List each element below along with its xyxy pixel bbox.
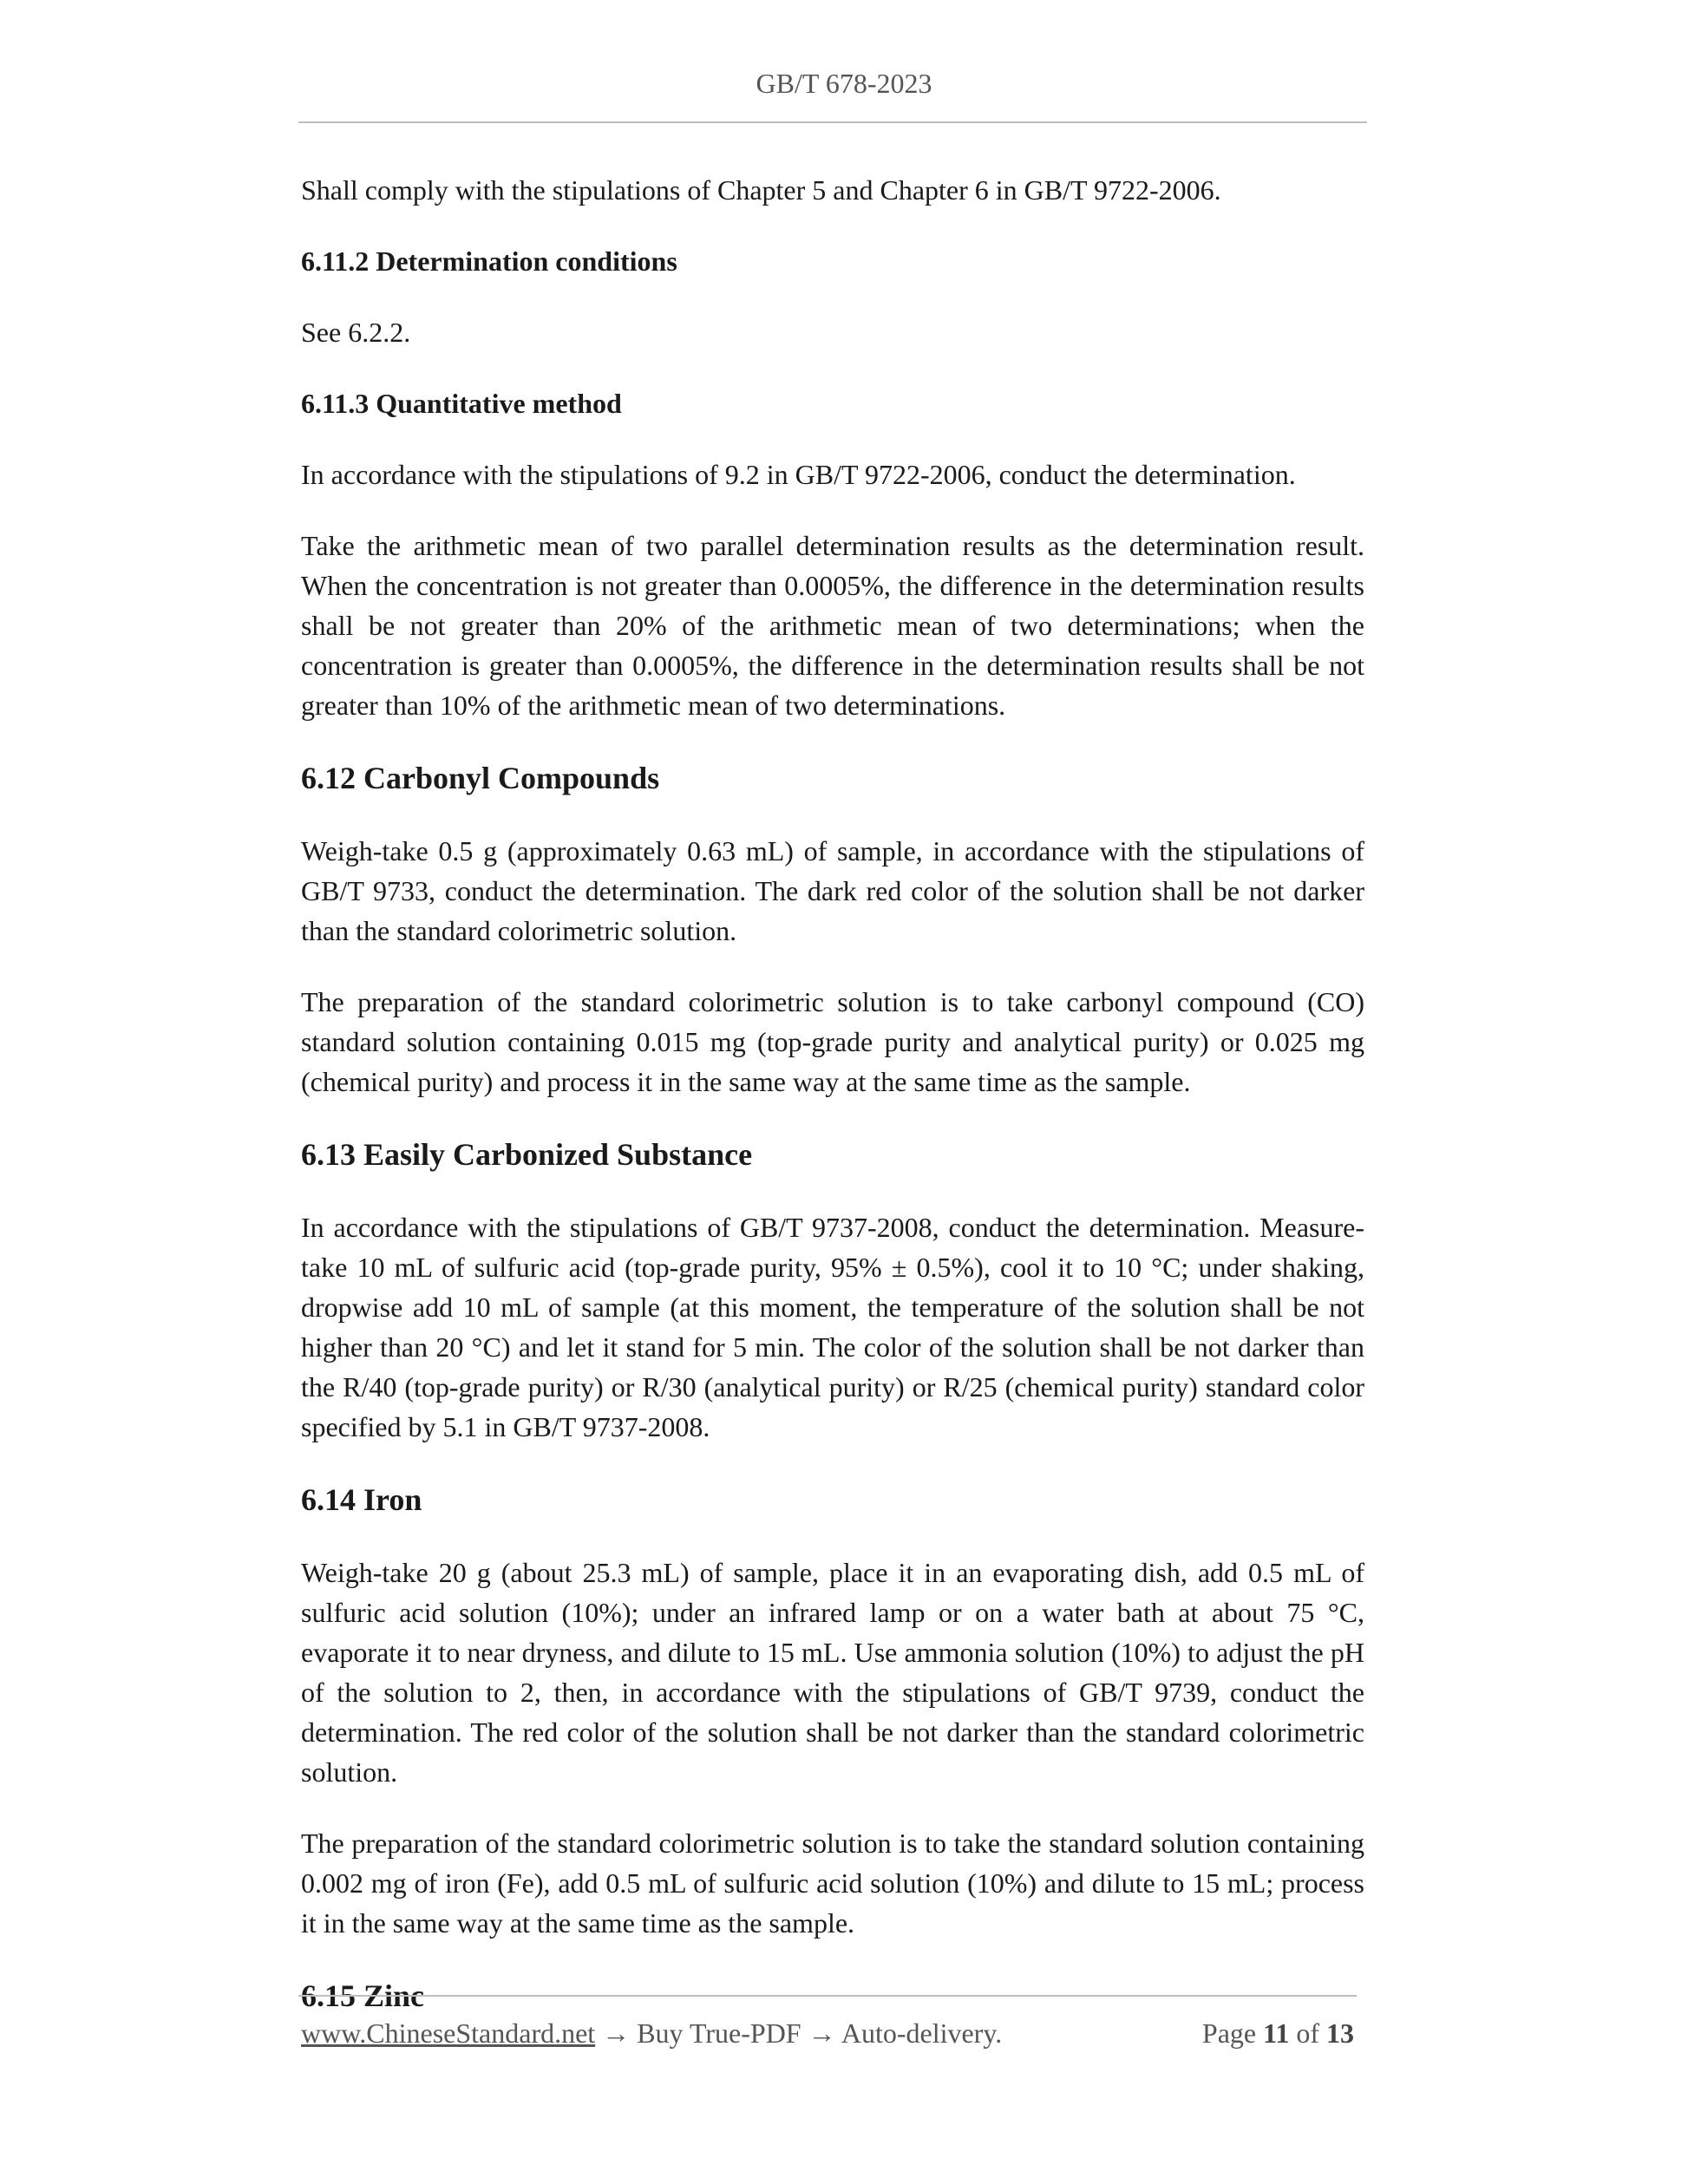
paragraph-6-12-b: The preparation of the standard colorimetric solution is to take carbonyl compound (CO) standard solution containing 0.015 mg (top-grade purity and analytical purity) or 0.025 mg (chemical purity) and process it in the same way at the same time as the sample. (301, 986, 1364, 1097)
page-current: 11 (1263, 2017, 1290, 2049)
heading-6-15: 6.15 Zinc (301, 1978, 425, 2013)
page-of-label: of (1296, 2017, 1319, 2049)
heading-6-13: 6.13 Easily Carbonized Substance (301, 1137, 753, 1172)
paragraph-6-13: In accordance with the stipulations of GB/T 9737-2008, conduct the determination. Measure-take 10 mL of sulfuric acid (top-grade purity, 95% ± 0.5%), cool it to 10 °C; under shaking, dropwise add 10 mL of sample (at this moment, the temperature of the solution shall be not higher than 20 °C) and let it stand for 5 min. The color of the solution shall be not darker than the R/40 (top-grade purity) or R/30 (analytical purity) or R/25 (chemical purity) standard color specified by 5.1 in GB/T 9737-2008. (301, 1212, 1364, 1442)
heading-6-11-2: 6.11.2 Determination conditions (301, 245, 677, 277)
paragraph-6-11-2: See 6.2.2. (301, 317, 411, 348)
footer-left (301, 2017, 1002, 2050)
heading-6-11-3: 6.11.3 Quantitative method (301, 388, 622, 419)
paragraph-6-12-a: Weigh-take 0.5 g (approximately 0.63 mL) of sample, in accordance with the stipulations of GB/T 9733, conduct the determination. The dark red color of the solution shall be not darker than the standard colorimetric solution. (301, 835, 1364, 946)
page-label: Page (1201, 2017, 1257, 2049)
header-divider (298, 121, 1367, 123)
document-body (301, 170, 1364, 2017)
page-total: 13 (1326, 2017, 1354, 2049)
running-header: GB/T 678-2023 (756, 68, 932, 99)
paragraph-6-11-3-b: Take the arithmetic mean of two parallel determination results as the determination result. When the concentration is not greater than 0.0005%, the difference in the determination results shall be not greater than 20% of the arithmetic mean of two determinations; when the concentration is greater than 0.0005%, the difference in the determination results shall be not greater than 10% of the arithmetic mean of two determinations. (301, 530, 1364, 721)
footer-divider (298, 1995, 1357, 1997)
paragraph-6-11-3-a: In accordance with the stipulations of 9.2 in GB/T 9722-2006, conduct the determination. (301, 459, 1296, 490)
website-link[interactable]: www.ChineseStandard.net (301, 2017, 596, 2049)
paragraph-6-11-1: Shall comply with the stipulations of Chapter 5 and Chapter 6 in GB/T 9722-2006. (301, 174, 1221, 206)
footer-tagline: → Buy True-PDF → Auto-delivery. (595, 2017, 1003, 2049)
paragraph-6-14-a: Weigh-take 20 g (about 25.3 mL) of sample, place it in an evaporating dish, add 0.5 mL of sulfuric acid solution (10%); under an infrared lamp or on a water bath at about 75 °C, evaporate it to near dryness, and dilute to 15 mL. Use ammonia solution (10%) to adjust the pH of the solution to 2, then, in accordance with the stipulations of GB/T 9739, conduct the determination. The red color of the solution shall be not darker than the standard colorimetric solution. (301, 1557, 1364, 1788)
page-footer (301, 2017, 1354, 2050)
paragraph-6-14-b: The preparation of the standard colorimetric solution is to take the standard solution containing 0.002 mg of iron (Fe), add 0.5 mL of sulfuric acid solution (10%) and dilute to 15 mL; process it in the same way at the same time as the sample. (301, 1828, 1364, 1939)
page-indicator (1202, 2017, 1354, 2050)
heading-6-12: 6.12 Carbonyl Compounds (301, 761, 660, 795)
heading-6-14: 6.14 Iron (301, 1482, 422, 1517)
